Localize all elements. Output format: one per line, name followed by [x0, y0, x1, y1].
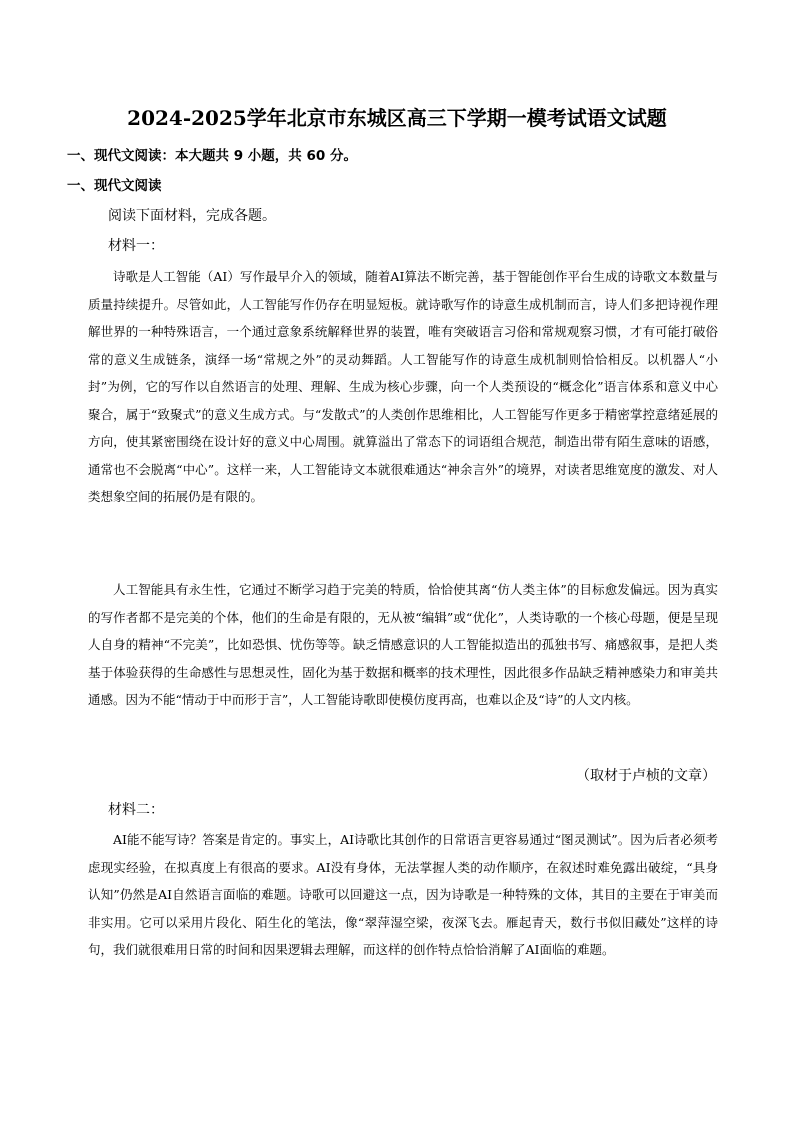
material-one-paragraph-2: 人工智能具有永生性，它通过不断学习趋于完美的特质，恰恰使其离“仿人类主体”的目标愈发偏远。因为真实的写作者都不是完美的个体，他们的生命是有限的，无从被“编辑”或“优化”，人类诗歌的一个核心母题，便是呈现人自身的精神“不完美”，比如恐惧、忧伤等等。缺乏情感意识的人工智能拟造出的孤独书写、痛感叙事，是把人类基于体验获得的生命感性与思想灵性，固化为基于数据和概率的技术理性，因此很多作品缺乏精神感染力和审美共通感。因为不能“情动于中而形于言”，人工智能诗歌即使模仿度再高，也难以企及“诗”的人文内核。 [88, 582, 718, 707]
material-two-paragraph-1: AI能不能写诗？答案是肯定的。事实上，AI诗歌比其创作的日常语言更容易通过“图灵测试”。因为后者必须考虑现实经验，在拟真度上有很高的要求。AI没有身体，无法掌握人类的动作顺序，在叙述时难免露出破绽，“具身认知”仍然是AI自然语言面临的难题。诗歌可以回避这一点，因为诗歌是一种特殊的文体，其目的主要在于审美而非实用。它可以采用片段化、陌生化的笔法，像“翠萍湿空梁，夜深飞去。雁起青天，数行书似旧藏处”这样的诗句，我们就很难用日常的时间和因果逻辑去理解，而这样的创作特点恰恰消解了AI面临的难题。 [88, 832, 718, 957]
material-one-source: （取材于卢桢的文章） [576, 768, 716, 784]
reading-instruction: 阅读下面材料，完成各题。 [108, 208, 276, 224]
section-heading: 一、现代文阅读：本大题共 9 小题，共 60 分。 [67, 148, 357, 164]
page-title: 2024-2025学年北京市东城区高三下学期一模考试语文试题 [127, 106, 667, 130]
subsection-heading: 一、现代文阅读 [67, 178, 162, 194]
material-one-label: 材料一： [108, 238, 164, 254]
material-two-label: 材料二： [108, 802, 164, 818]
material-one-paragraph-1: 诗歌是人工智能（AI）写作最早介入的领域，随着AI算法不断完善，基于智能创作平台生成的诗歌文本数量与质量持续提升。尽管如此，人工智能写作仍存在明显短板。就诗歌写作的诗意生成机制而言，诗人们多把诗视作理解世界的一种特殊语言，一个通过意象系统解释世界的装置，唯有突破语言习俗和常规观察习惯，才有可能打破俗常的意义生成链条，演绎一场“常规之外”的灵动舞蹈。人工智能写作的诗意生成机制则恰恰相反。以机器人“小封”为例，它的写作以自然语言的处理、理解、生成为核心步骤，向一个人类预设的“概念化”语言体系和意义中心聚合，属于“致聚式”的意义生成方式。与“发散式”的人类创作思维相比，人工智能写作更多于精密掌控意绪延展的方向，使其紧密围绕在设计好的意义中心周围。就算溢出了常态下的词语组合规范，制造出带有陌生意味的语感，通常也不会脱离“中心”。这样一来，人工智能诗文本就很难通达“神余言外”的境界，对读者思维宽度的激发、对人类想象空间的拓展仍是有限的。 [88, 269, 718, 504]
